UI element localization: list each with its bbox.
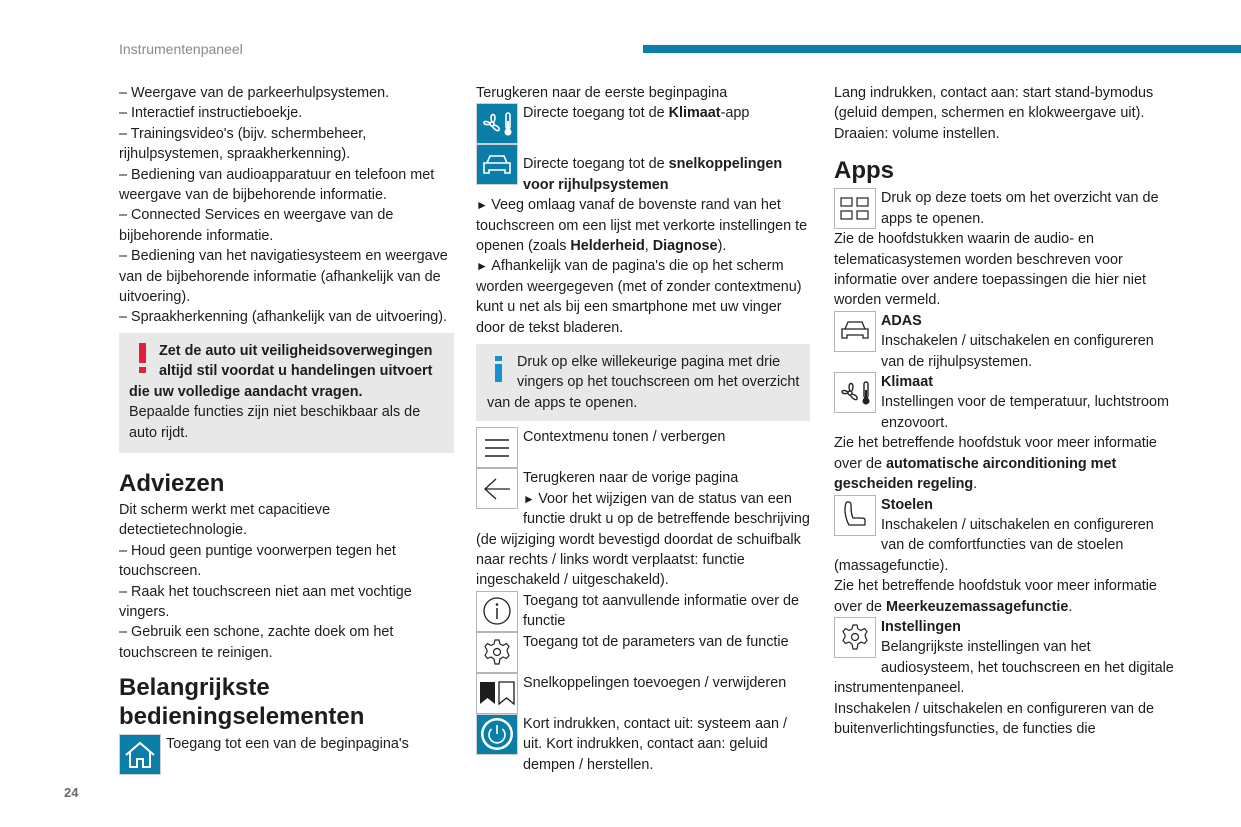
paragraph: Dit scherm werkt met capacitieve detectietechnologie. [119,501,331,539]
gear-icon[interactable] [834,617,876,658]
paragraph: ► Veeg omlaag vanaf de bovenste rand van het touchscreen om een lijst met verkorte instellingen te openen (zoals Helderheid, Diagnose). [476,195,810,256]
car-icon[interactable] [834,311,876,352]
app-title: Stoelen [881,496,933,513]
app-title: ADAS [881,312,922,329]
paragraph: Zie het betreffende hoofdstuk voor meer informatie over de automatische airconditioning met gescheiden regeling. [834,435,1157,493]
list-item: – Spraakherkenning (afhankelijk van de uitvoering). [119,307,454,327]
control-desc: Toegang tot aanvullende informatie over de functie [523,592,800,630]
paragraph: Inschakelen / uitschakelen en configureren van de buitenverlichtingsfuncties, de functies die [834,700,1155,737]
paragraph: Zie het betreffende hoofdstuk voor meer informatie over de Meerkeuzemassagefunctie. [834,578,1157,615]
warning-text: Zet de auto uit veiligheidsoverwegingen altijd stil voordat u handelingen uitvoert die uw volledige aandacht vragen. [129,342,433,400]
app-desc: Inschakelen / uitschakelen en configureren van de rijhulpsystemen. [881,333,1154,370]
fan-thermometer-icon [476,103,518,144]
section-heading-adviezen: Adviezen [119,469,225,497]
info-text: Druk op elke willekeurige pagina met drie vingers op het touchscreen om het overzicht van de apps te openen. [487,354,800,411]
info-circle-icon[interactable] [476,591,518,632]
list-item: – Raak het touchscreen niet aan met vochtige vingers. [119,582,454,623]
seat-icon[interactable] [834,495,876,536]
app-overview [834,188,1174,229]
list-item: – Gebruik een schone, zachte doek om het touchscreen te reinigen. [119,622,454,663]
paragraph: Terugkeren naar de eerste beginpagina [476,85,728,101]
section-header-title: Instrumentenpaneel [119,41,243,57]
page-number: 24 [64,785,79,800]
control-desc: Terugkeren naar de vorige pagina [523,470,739,487]
paragraph: ► Afhankelijk van de pagina's die op het scherm worden weergegeven (met of zonder contextmenu) kunt u net als bij een smartphone met uw vinger door de tekst bladeren. [476,256,810,338]
control-desc: Toegang tot een van de beginpagina's [166,736,409,753]
arrow-left-icon[interactable] [476,468,518,509]
gear-icon[interactable] [476,632,518,673]
control-adas [476,144,810,195]
control-desc: Toegang tot de parameters van de functie [523,633,789,650]
control-power [476,714,810,775]
control-desc: Directe toegang tot de Klimaat-app [523,105,750,122]
app-adas [834,311,1174,372]
paragraph: Zie de hoofdstukken waarin de audio- en telematicasystemen worden beschreven voor informatie over andere toepassingen die hier niet worden vermeld. [834,231,1146,309]
app-title: Klimaat [881,374,933,391]
column-middle [476,83,810,775]
control-menu [476,427,810,468]
home-icon [119,734,161,775]
apps-grid-icon[interactable] [834,188,876,229]
control-desc: Contextmenu tonen / verbergen [523,429,726,446]
control-desc: Kort indrukken, contact uit: systeem aan / uit. Kort indrukken, contact aan: geluid dempen / herstellen. [523,715,787,773]
app-desc: Instellingen voor de temperatuur, luchtstroom enzovoort. [881,394,1169,431]
list-item: – Trainingsvideo's (bijv. schermbeheer, rijhulpsystemen, spraakherkenning). [119,124,454,165]
app-instellingen [834,617,1174,739]
power-icon[interactable] [476,714,518,755]
bookmark-icon[interactable] [476,673,518,714]
section-heading-apps: Apps [834,157,894,185]
column-left [119,83,454,775]
hamburger-menu-icon[interactable] [476,427,518,468]
info-icon [487,352,517,386]
exclamation-icon [129,341,159,377]
app-title: Instellingen [881,618,961,635]
control-desc: Directe toegang tot de snelkoppelingen voor rijhulpsystemen [523,156,783,193]
list-item: – Bediening van het navigatiesysteem en weergave van de bijbehorende informatie (afhankelijk van de uitvoering). [119,246,454,307]
fan-thermometer-icon[interactable] [834,372,876,413]
control-settings [476,632,810,673]
car-icon [476,144,518,185]
warning-box [119,333,454,453]
control-home [119,734,454,775]
info-box [476,344,810,421]
control-desc: Snelkoppelingen toevoegen / verwijderen [523,674,787,691]
paragraph: ► Voor het wijzigen van de status van een functie drukt u op de betreffende beschrijving (de wijziging wordt bevestigd doordat de schuifbalk naar rechts / links wordt verplaatst: functie ingeschakeld / uitgeschakeld). [476,489,810,591]
column-right [834,83,1174,739]
paragraph: Lang indrukken, contact aan: start stand-bymodus (geluid dempen, schermen en klokweergave uit). Draaien: volume instellen. [834,85,1154,142]
section-heading-controls: Belangrijkste bedieningselementen [119,674,365,731]
list-item: – Interactief instructieboekje. [119,103,454,123]
warning-note: Bepaalde functies zijn niet beschikbaar als de auto rijdt. [129,404,421,441]
list-item: – Connected Services en weergave van de bijbehorende informatie. [119,205,454,246]
app-stoelen [834,495,1174,617]
app-klimaat [834,372,1174,494]
header-accent-bar [643,45,1241,53]
control-bookmarks [476,673,810,714]
control-klimaat [476,103,810,144]
list-item: – Bediening van audioapparatuur en telefoon met weergave van de bijbehorende informatie. [119,165,454,206]
control-info [476,591,810,632]
list-item: – Weergave van de parkeerhulpsystemen. [119,83,454,103]
control-back [476,468,810,590]
app-desc: Inschakelen / uitschakelen en configureren van de comfortfuncties van de stoelen (massagefunctie). [834,516,1154,574]
app-desc: Druk op deze toets om het overzicht van de apps te openen. [881,190,1159,227]
list-item: – Houd geen puntige voorwerpen tegen het touchscreen. [119,541,454,582]
app-desc: Belangrijkste instellingen van het audiosysteem, het touchscreen en het digitale instrumentenpaneel. [834,639,1174,697]
